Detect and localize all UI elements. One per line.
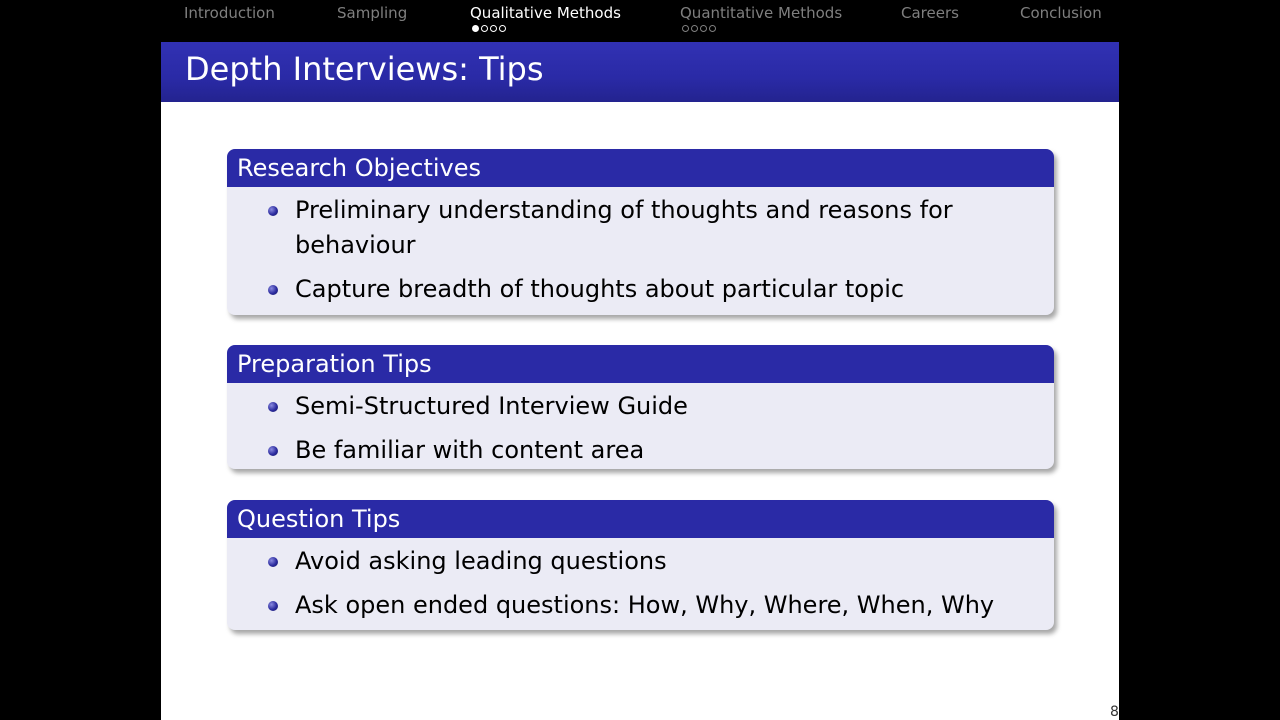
nav-dot[interactable] [490,25,497,32]
block-title: Preparation Tips [227,345,1054,383]
frame-title-bar [161,42,1119,102]
list-item-text: Capture breadth of thoughts about particular topic [295,275,905,303]
list-item [295,544,1034,579]
bullet-icon [268,557,278,567]
list-item-text: Ask open ended questions: How, Why, Where, When, Why [295,591,995,619]
nav-dot[interactable] [709,25,716,32]
list-item [295,272,1034,307]
nav-section-qualitative-methods[interactable]: Qualitative Methods [470,4,621,22]
nav-dot-current[interactable] [472,25,479,32]
block-question-tips [227,500,1054,630]
nav-dot[interactable] [481,25,488,32]
nav-section-sampling[interactable]: Sampling [337,4,408,22]
block-research-objectives [227,149,1054,315]
slide-title: Depth Interviews: Tips [185,50,544,88]
nav-dot[interactable] [682,25,689,32]
block-body [227,187,1054,307]
slide [161,0,1119,720]
list-item-text: Semi-Structured Interview Guide [295,392,688,420]
list-item [295,588,1034,623]
page-number: 8 [1110,704,1119,720]
nav-dot[interactable] [700,25,707,32]
bullet-icon [268,446,278,456]
nav-dot[interactable] [499,25,506,32]
nav-section-quantitative-methods[interactable]: Quantitative Methods [680,4,843,22]
nav-dot[interactable] [691,25,698,32]
nav-section-conclusion[interactable]: Conclusion [1020,4,1102,22]
bullet-icon [268,206,278,216]
list-item-text: Avoid asking leading questions [295,547,667,575]
nav-section-introduction[interactable]: Introduction [184,4,275,22]
block-title: Question Tips [227,500,1054,538]
list-item [295,389,1034,424]
bullet-icon [268,285,278,295]
nav-section-careers[interactable]: Careers [901,4,959,22]
section-navigation-bar [161,0,1119,42]
quantitative-methods-progress-dots [682,25,716,32]
block-preparation-tips [227,345,1054,469]
block-body [227,538,1054,623]
block-title: Research Objectives [227,149,1054,187]
bullet-icon [268,402,278,412]
list-item-text: Preliminary understanding of thoughts and reasons for behaviour [295,196,953,259]
list-item-text: Be familiar with content area [295,436,645,464]
list-item [295,193,1034,263]
list-item [295,433,1034,468]
qualitative-methods-progress-dots [472,25,506,32]
bullet-icon [268,601,278,611]
block-body [227,383,1054,468]
